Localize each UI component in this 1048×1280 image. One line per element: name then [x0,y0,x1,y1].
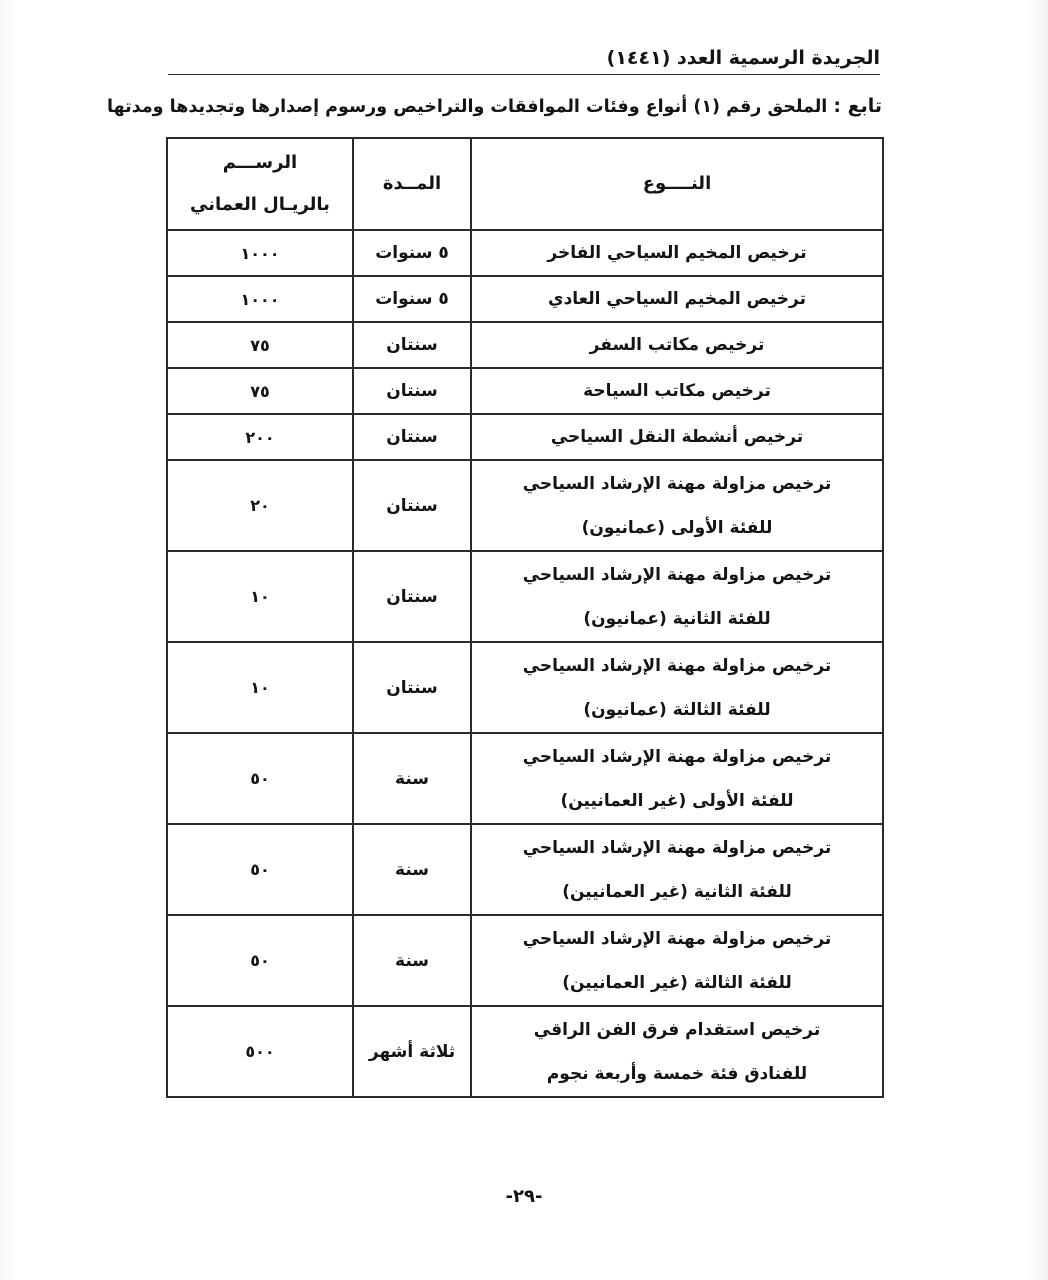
type-line: للفئة الثالثة (عمانيون) [583,699,771,720]
fee-cell: ٥٠٠ [167,1006,353,1097]
fee-cell: ٢٠ [167,460,353,551]
type-line: ترخيص مزاولة مهنة الإرشاد السياحي [522,746,832,767]
duration-cell: سنتان [353,414,471,460]
duration-cell: سنتان [353,322,471,368]
table-row [167,915,883,1006]
table-row [167,642,883,733]
duration-cell: سنتان [353,551,471,642]
type-cell [471,368,883,414]
fee-cell: ٥٠ [167,733,353,824]
table-row [167,460,883,551]
type-line: ترخيص استقدام فرق الفن الراقي [533,1019,821,1040]
fee-cell: ٥٠ [167,915,353,1006]
duration-cell: سنتان [353,368,471,414]
table-row [167,733,883,824]
duration-cell: سنة [353,824,471,915]
type-line: ترخيص مكاتب السفر [589,335,765,355]
table-row [167,368,883,414]
duration-cell: سنتان [353,642,471,733]
type-cell [471,824,883,915]
header-type: النــــوع [471,138,883,230]
type-line: للفئة الثالثة (غير العمانيين) [562,972,792,993]
caption-text: الملحق رقم (١) أنواع وفئات الموافقات والتراخيص ورسوم إصدارها وتجديدها ومدتها [107,97,828,117]
table-row [167,414,883,460]
duration-cell: سنة [353,915,471,1006]
type-line: للفئة الثانية (عمانيون) [583,608,771,629]
type-line: ترخيص المخيم السياحي الفاخر [547,243,807,263]
duration-cell: سنتان [353,460,471,551]
fee-cell: ٢٠٠ [167,414,353,460]
type-line: ترخيص مزاولة مهنة الإرشاد السياحي [522,928,832,949]
type-line: للفئة الأولى (عمانيون) [581,517,773,538]
caption-prefix: تابع : [833,95,882,117]
type-line: ترخيص مزاولة مهنة الإرشاد السياحي [522,473,832,494]
type-line: للفئة الثانية (غير العمانيين) [562,881,792,902]
header-divider [168,74,880,75]
fee-cell: ٧٥ [167,368,353,414]
header-duration: المــدة [353,138,471,230]
table-body [167,230,883,1097]
type-line: ترخيص مكاتب السياحة [583,381,771,401]
type-cell [471,414,883,460]
type-line: ترخيص المخيم السياحي العادي [547,289,806,309]
table-header-row [167,138,883,230]
type-cell [471,460,883,551]
table-row [167,276,883,322]
table-row [167,824,883,915]
type-line: ترخيص مزاولة مهنة الإرشاد السياحي [522,655,832,676]
type-cell [471,322,883,368]
type-cell [471,230,883,276]
header-fee-line2: بالريـال العماني [190,194,330,215]
type-line: للفنادق فئة خمسة وأربعة نجوم [546,1063,808,1084]
fee-cell: ١٠ [167,642,353,733]
type-line: للفئة الأولى (غير العمانيين) [560,790,794,811]
table-row [167,322,883,368]
page-number: -٢٩- [505,1186,543,1207]
type-cell [471,1006,883,1097]
type-line: ترخيص أنشطة النقل السياحي [550,427,804,447]
fee-cell: ١٠٠٠ [167,276,353,322]
type-cell [471,551,883,642]
type-line: ترخيص مزاولة مهنة الإرشاد السياحي [522,837,832,858]
table-row [167,1006,883,1097]
table-row [167,551,883,642]
duration-cell: ٥ سنوات [353,276,471,322]
type-line: ترخيص مزاولة مهنة الإرشاد السياحي [522,564,832,585]
fees-table [166,137,884,1098]
duration-cell: سنة [353,733,471,824]
table-row [167,230,883,276]
fee-cell: ٧٥ [167,322,353,368]
type-cell [471,733,883,824]
fee-cell: ١٠ [167,551,353,642]
fee-cell: ٥٠ [167,824,353,915]
duration-cell: ثلاثة أشهر [353,1006,471,1097]
header-fee-line1: الرســـم [222,152,298,173]
annex-caption [107,88,882,124]
type-cell [471,642,883,733]
duration-cell: ٥ سنوات [353,230,471,276]
fee-cell: ١٠٠٠ [167,230,353,276]
type-cell [471,915,883,1006]
header-fee [167,138,353,230]
running-header: الجريدة الرسمية العدد (١٤٤١) [606,47,880,69]
type-cell [471,276,883,322]
